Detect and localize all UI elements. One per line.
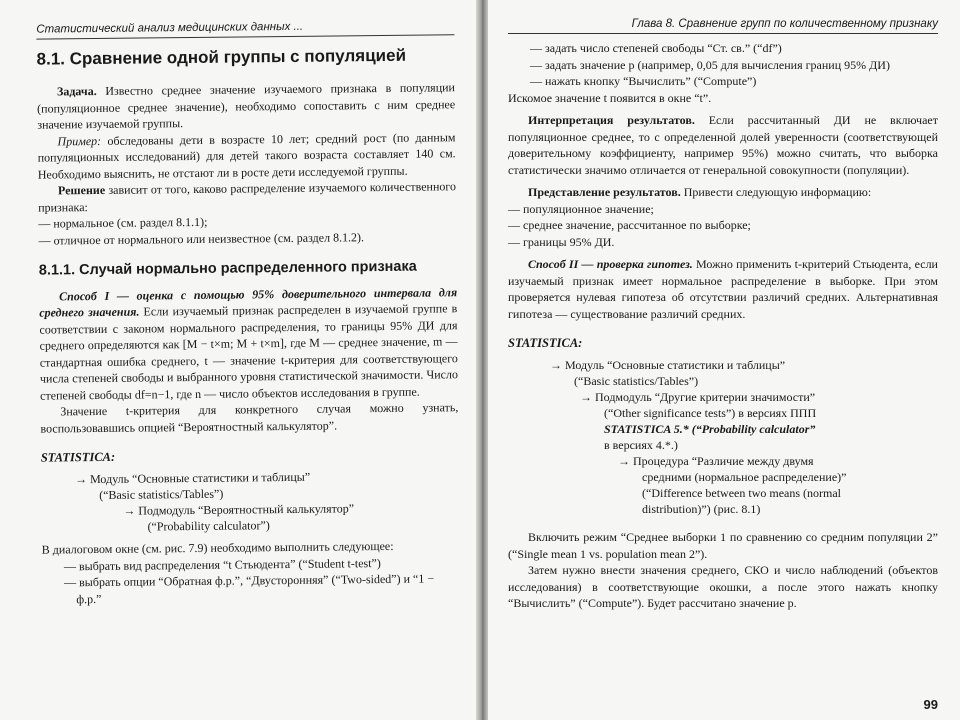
list-item: — границы 95% ДИ. bbox=[508, 234, 615, 249]
presentation-text: Привести следующую информацию: bbox=[680, 185, 872, 199]
page-number: 99 bbox=[923, 697, 938, 712]
menu-path-line: в версиях 4.*.) bbox=[604, 438, 678, 452]
right-page bbox=[486, 0, 960, 720]
menu-path-line: → Процедура “Различие между двумя bbox=[618, 454, 814, 468]
menu-path-line: (“Difference between two means (normal bbox=[642, 486, 842, 500]
interpretation-paragraph bbox=[508, 112, 938, 178]
menu-path-line: (“Probability calculator”) bbox=[147, 518, 270, 534]
mode-paragraph: Включить режим “Среднее выборки 1 по сравнению со средним популяции 2” (“Single mean 1 vs. population mean 2”). bbox=[508, 530, 938, 561]
list-item: — задать значение p (например, 0,05 для вычисления границ 95% ДИ) bbox=[530, 57, 890, 72]
solution-paragraph bbox=[38, 179, 456, 216]
method1-label: Способ I — оценка с помощью 95% доверительного интервала для среднего значения. bbox=[39, 285, 458, 320]
menu-path-line: distribution)”) (рис. 8.1) bbox=[642, 502, 761, 516]
list-item: — задать число степеней свободы “Ст. св.” (“df”) bbox=[530, 41, 782, 55]
method2-paragraph bbox=[508, 256, 938, 322]
list-item: — нажать кнопку “Вычислить” (“Compute”) bbox=[530, 74, 757, 88]
example-label: Пример: bbox=[57, 133, 102, 149]
subsection-title: 8.1.1. Случай нормально распределенного признака bbox=[38, 259, 417, 279]
method2-text: Можно применить t-критерий Стьюдента, если изучаемый признак имеет нормальное распределение в выборке. При этом проверяется нулевая гипотеза об отсутствии различий средних. Альтернативная гипотеза — существование различий средних. bbox=[508, 257, 938, 321]
list-item: — отличное от нормального или неизвестное (см. раздел 8.1.2). bbox=[38, 230, 365, 248]
solution-text: зависит от того, каково распределение изучаемого количественного признака: bbox=[38, 179, 457, 215]
section-title: 8.1. Сравнение одной группы с популяцией bbox=[36, 45, 407, 69]
example-paragraph bbox=[37, 129, 455, 183]
method1-text: Если изучаемый признак распределен в изучаемой группе в соответствии с законом нормального распределения, то границы 95% ДИ для среднего определяются как [M − t×m; M + t×m], где M — среднее значение, m — стандартная ошибка среднего, t — значение t-критерия для соответствующего числа степеней свободы и выбранного уровня статистической значимости. Число степеней свободы df=n−1, где n — число объектов исследования в группе. bbox=[39, 301, 459, 403]
list-item: — нормальное (см. раздел 8.1.1); bbox=[38, 215, 208, 232]
menu-path-line: (“Basic statistics/Tables”) bbox=[574, 374, 699, 388]
statistica-label: STATISTICA: bbox=[508, 336, 583, 350]
example-text: обследованы дети в возрасте 10 лет; средний рост (по данным популяционных исследований) для детей такого возраста составляет 140 см. Необходимо выяснить, не отстают ли в росте дети исследуемой группы. bbox=[37, 130, 456, 182]
list-item: — популяционное значение; bbox=[508, 201, 654, 216]
menu-path-line: STATISTICA 5.* (“Probability calculator” bbox=[604, 422, 816, 436]
task-paragraph bbox=[37, 80, 455, 134]
list-item: — выбрать опции “Обратная ф.р.”, “Двусторонняя” (“Two-sided”) и “1 − ф.р.” bbox=[64, 571, 435, 607]
list-item: — выбрать вид распределения “t Стьюдента” (“Student t-test”) bbox=[63, 555, 381, 574]
menu-path-line: средними (нормальное распределение)” bbox=[642, 470, 847, 484]
statistica-label: STATISTICA: bbox=[40, 450, 116, 465]
final-paragraph: Затем нужно внести значения среднего, СКО и число наблюдений (объектов исследования) в соответствующие окошки, а после этого нажать кнопку “Вычислить” (“Compute”). Будет рассчитано значение p. bbox=[508, 563, 938, 610]
task-label: Задача. bbox=[56, 84, 97, 99]
dialog-paragraph: В диалоговом окне (см. рис. 7.9) необходимо выполнить следующее: bbox=[41, 539, 394, 557]
method1-paragraph bbox=[39, 284, 458, 404]
menu-path-line: → Модуль “Основные статистики и таблицы” bbox=[74, 470, 311, 487]
result-paragraph: Искомое значение t появится в окне “t”. bbox=[508, 90, 712, 105]
solution-label: Решение bbox=[57, 183, 106, 198]
interpretation-text: Если рассчитанный ДИ не включает популяционное среднее, то с определенной долей уверенности (соответствующей доверительному коэффициенту, например 95%) можно считать, что выборка статистически значимо отличается от генеральной совокупности (популяции). bbox=[508, 113, 938, 177]
running-head-left: Статистический анализ медицинских данных ... bbox=[36, 19, 454, 39]
menu-path-line: (“Basic statistics/Tables”) bbox=[99, 486, 224, 503]
running-head-right: Глава 8. Сравнение групп по количественному признаку bbox=[508, 18, 938, 34]
menu-path-line: (“Other significance tests”) в версиях ППП bbox=[604, 406, 817, 420]
method2-label: Способ II — проверка гипотез. bbox=[528, 257, 693, 271]
task-text: Известно среднее значение изучаемого признака в популяции (популяционное среднее значение), необходимо сопоставить с ним среднее значение изучаемой группы. bbox=[37, 80, 456, 133]
list-item: — среднее значение, рассчитанное по выборке; bbox=[508, 218, 751, 232]
t-value-paragraph: Значение t-критерия для конкретного случая можно узнать, воспользовавшись опцией “Вероятностный калькулятор”. bbox=[40, 400, 459, 436]
menu-path-line: → Подмодуль “Вероятностный калькулятор” bbox=[123, 501, 355, 519]
interpretation-label: Интерпретация результатов. bbox=[528, 113, 695, 127]
menu-path-line: → Подмодуль “Другие критерии значимости” bbox=[580, 390, 816, 404]
presentation-label: Представление результатов. bbox=[528, 185, 681, 199]
presentation-paragraph bbox=[508, 184, 938, 201]
menu-path-line: → Модуль “Основные статистики и таблицы” bbox=[550, 358, 786, 372]
